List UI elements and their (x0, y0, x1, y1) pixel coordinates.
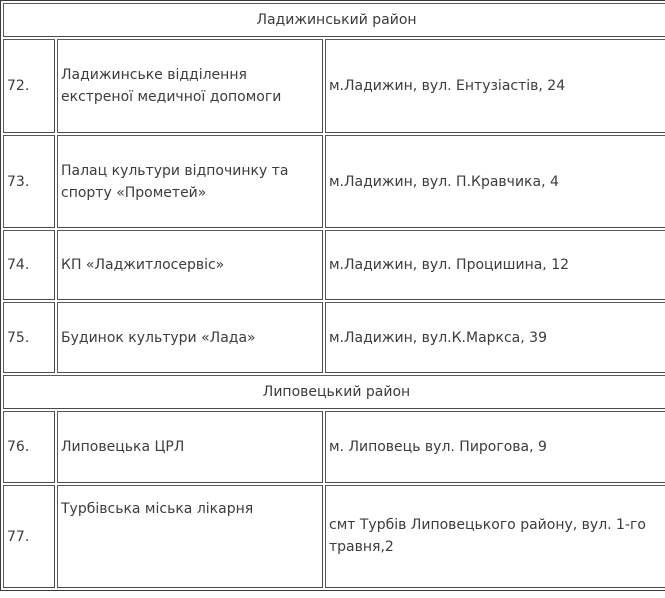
facility-name: КП «Ладжитлосервіс» (57, 230, 323, 300)
district-header: Липовецький район (3, 375, 665, 409)
facility-address: м.Ладижин, вул. Ентузіастів, 24 (325, 39, 665, 133)
table-row (3, 39, 665, 133)
district-header-row (3, 375, 665, 409)
row-number: 72. (3, 39, 55, 133)
table-row (3, 230, 665, 300)
facility-address: м.Ладижин, вул.К.Маркса, 39 (325, 302, 665, 373)
facility-address: смт Турбів Липовецького району, вул. 1-го травня,2 (325, 485, 665, 588)
table-row (3, 302, 665, 373)
facility-name: Будинок культури «Лада» (57, 302, 323, 373)
facility-name: Турбівська міська лікарня (57, 485, 323, 588)
row-number: 76. (3, 411, 55, 483)
table-row (3, 485, 665, 588)
table-row (3, 135, 665, 228)
facility-address: м.Ладижин, вул. П.Кравчика, 4 (325, 135, 665, 228)
facility-address: м.Ладижин, вул. Процишина, 12 (325, 230, 665, 300)
row-number: 74. (3, 230, 55, 300)
district-header-row (3, 3, 665, 37)
district-header: Ладижинський район (3, 3, 665, 37)
facility-name: Палац культури відпочинку та спорту «Прометей» (57, 135, 323, 228)
table-row (3, 411, 665, 483)
row-number: 77. (3, 485, 55, 588)
row-number: 75. (3, 302, 55, 373)
facility-name: Липовецька ЦРЛ (57, 411, 323, 483)
facility-name: Ладижинське відділення екстреної медичної допомоги (57, 39, 323, 133)
facility-address: м. Липовець вул. Пирогова, 9 (325, 411, 665, 483)
row-number: 73. (3, 135, 55, 228)
